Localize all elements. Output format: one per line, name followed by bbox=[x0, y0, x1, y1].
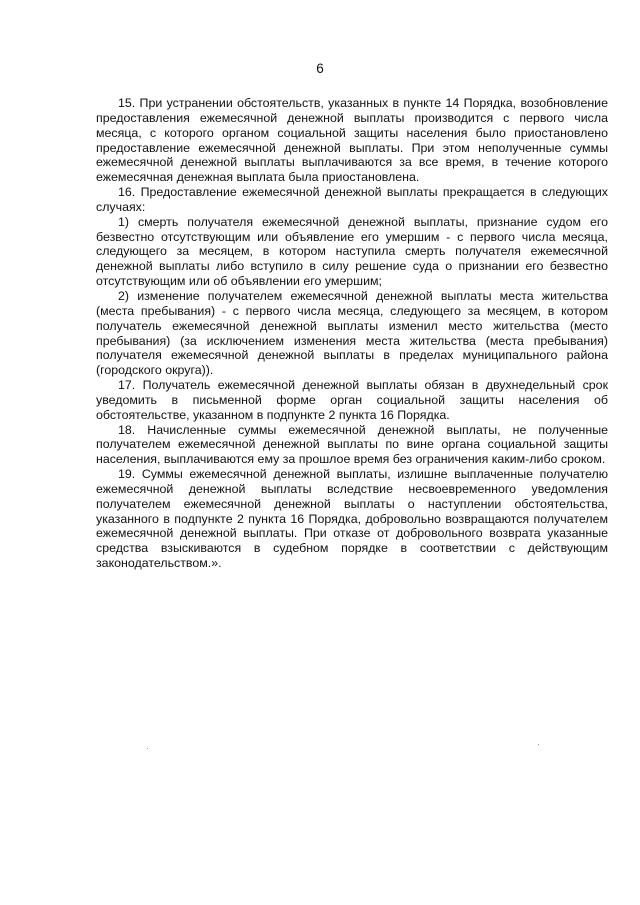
document-body bbox=[96, 96, 608, 571]
paragraph-16-item-1: 1) смерть получателя ежемесячной денежной выплаты, признание судом его безвестно отсутствующим или объявление его умершим - с первого числа месяца, следующего за месяцем, в котором наступила смерть получателя ежемесячной денежной выплаты либо вступило в силу решение суда о признании его безвестно отсутствующим или об объявлении его умершим; bbox=[96, 214, 608, 289]
paragraph-15: 15. При устранении обстоятельств, указанных в пункте 14 Порядка, возобновление предоставления ежемесячной денежной выплаты производится с первого числа месяца, с которого органом социальной защиты населения было приостановлено предоставление ежемесячной денежной выплаты. При этом неполученные суммы ежемесячной денежной выплаты выплачиваются за все время, в течение которого ежемесячная денежная выплата была приостановлена. bbox=[96, 96, 608, 185]
paragraph-19: 19. Суммы ежемесячной денежной выплаты, излишне выплаченные получателю ежемесячной денежной выплаты вследствие несвоевременного уведомления получателем ежемесячной денежной выплаты о наступлении обстоятельства, указанного в подпункте 2 пункта 16 Порядка, добровольно возвращаются получателем ежемесячной денежной выплаты. При отказе от добровольного возврата указанные средства взыскиваются в судебном порядке в соответствии с действующим законодательством.». bbox=[96, 467, 608, 571]
paragraph-18: 18. Начисленные суммы ежемесячной денежной выплаты, не полученные получателем ежемесячной денежной выплаты по вине органа социальной защиты населения, выплачиваются ему за прошлое время без ограничения каким-либо сроком. bbox=[96, 422, 608, 467]
paragraph-16: 16. Предоставление ежемесячной денежной выплаты прекращается в следующих случаях: bbox=[96, 185, 608, 214]
scan-speck-right bbox=[538, 744, 539, 745]
page-number: 6 bbox=[316, 61, 324, 76]
paragraph-17: 17. Получатель ежемесячной денежной выплаты обязан в двухнедельный срок уведомить в письменной форме орган социальной защиты населения об обстоятельстве, указанном в подпункте 2 пункта 16 Порядка. bbox=[96, 378, 608, 422]
scan-speck-left bbox=[147, 748, 148, 749]
paragraph-16-item-2: 2) изменение получателем ежемесячной денежной выплаты места жительства (места пребывания) - с первого числа месяца, следующего за месяцем, в котором получатель ежемесячной денежной выплаты изменил место жительства (место пребывания) (за исключением изменения места жительства (места пребывания) получателя ежемесячной денежной выплаты в пределах муниципального района (городского округа)). bbox=[96, 288, 608, 378]
